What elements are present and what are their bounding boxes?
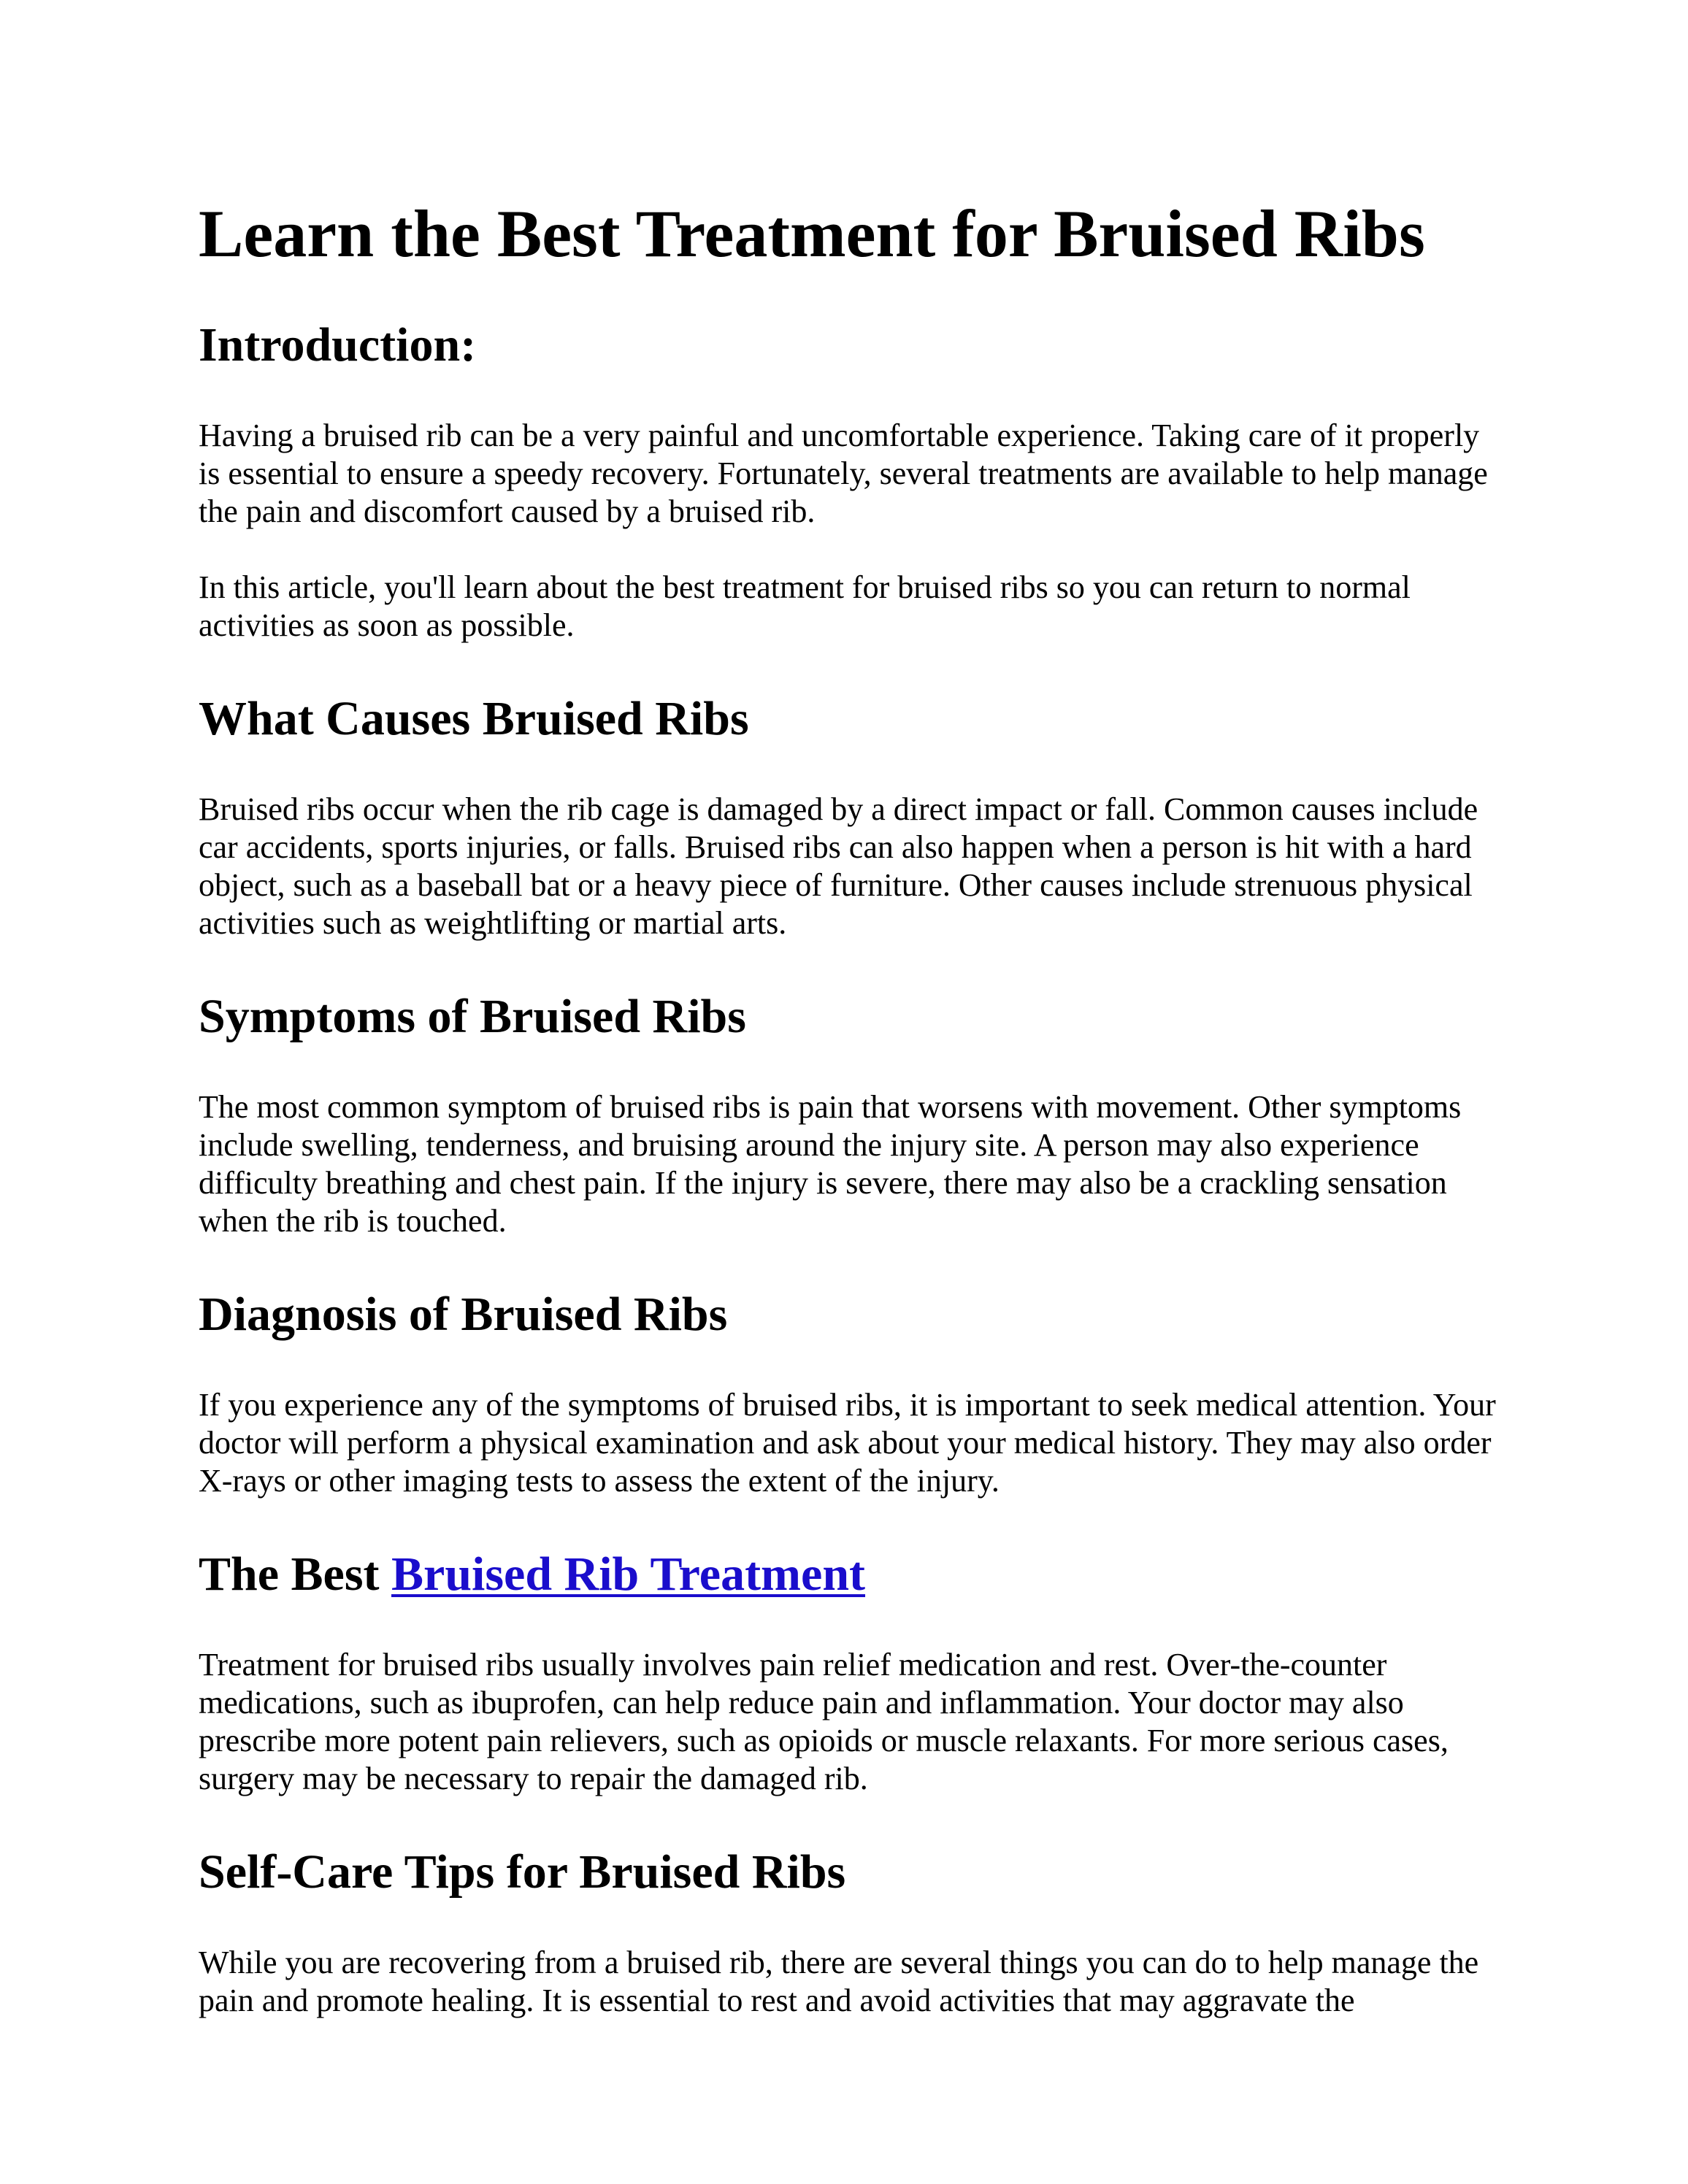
section-causes xyxy=(199,691,1498,942)
section-heading-introduction: Introduction: xyxy=(199,318,477,372)
self-care-paragraph: While you are recovering from a bruised rib, there are several things you can do to help manage the pain and promote healing. It is essential to rest and avoid activities that may aggravate the xyxy=(199,1944,1479,2018)
section-heading-diagnosis: Diagnosis of Bruised Ribs xyxy=(199,1287,728,1341)
section-heading-symptoms: Symptoms of Bruised Ribs xyxy=(199,989,746,1043)
causes-paragraph: Bruised ribs occur when the rib cage is damaged by a direct impact or fall. Common causes include car accidents, sports injuries, or falls. Bruised ribs can also happen when a person is hit with a hard object, such as a baseball bat or a heavy piece of furniture. Other causes include strenuous physical activities such as weightlifting or martial arts. xyxy=(199,791,1478,941)
intro-paragraph-2: In this article, you'll learn about the best treatment for bruised ribs so you can return to normal activities as soon as possible. xyxy=(199,569,1411,644)
treatment-heading-prefix: The Best xyxy=(199,1547,391,1601)
bruised-rib-treatment-link[interactable]: Bruised Rib Treatment xyxy=(391,1547,866,1601)
section-heading-treatment xyxy=(199,1547,1498,1602)
symptoms-paragraph: The most common symptom of bruised ribs is pain that worsens with movement. Other symptoms include swelling, tenderness, and bruising around the injury site. A person may also experience difficulty breathing and chest pain. If the injury is severe, there may also be a crackling sensation when the rib is touched. xyxy=(199,1088,1462,1239)
section-heading-self-care: Self-Care Tips for Bruised Ribs xyxy=(199,1845,846,1899)
section-treatment xyxy=(199,1547,1498,1798)
page-title: Learn the Best Treatment for Bruised Ribs xyxy=(199,196,1425,271)
section-diagnosis xyxy=(199,1287,1498,1500)
diagnosis-paragraph: If you experience any of the symptoms of bruised ribs, it is important to seek medical attention. Your doctor will perform a physical examination and ask about your medical history. They may also order X-rays or other imaging tests to assess the extent of the injury. xyxy=(199,1386,1496,1499)
section-self-care xyxy=(199,1845,1498,2020)
section-heading-causes: What Causes Bruised Ribs xyxy=(199,692,749,746)
section-symptoms xyxy=(199,989,1498,1240)
section-introduction xyxy=(199,318,1498,645)
document-page xyxy=(199,197,1498,2020)
intro-paragraph-1: Having a bruised rib can be a very painful and uncomfortable experience. Taking care of it properly is essential to ensure a speedy recovery. Fortunately, several treatments are available to help manage the pain and discomfort caused by a bruised rib. xyxy=(199,418,1488,530)
treatment-paragraph: Treatment for bruised ribs usually involves pain relief medication and rest. Over-the-counter medications, such as ibuprofen, can help reduce pain and inflammation. Your doctor may also prescribe more potent pain relievers, such as opioids or muscle relaxants. For more serious cases, surgery may be necessary to repair the damaged rib. xyxy=(199,1646,1449,1796)
